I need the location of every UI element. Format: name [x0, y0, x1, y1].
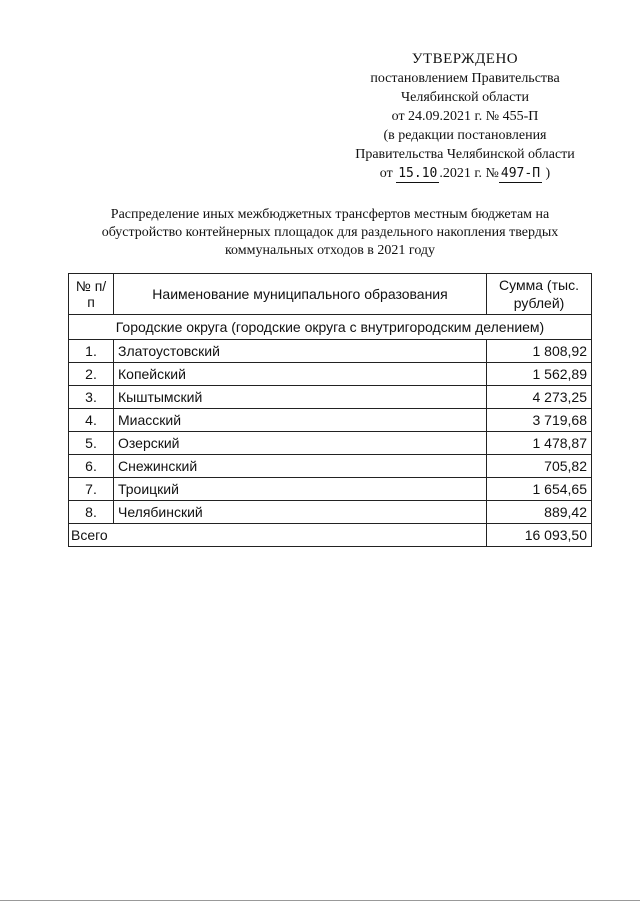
approval-line: постановлением Правительства — [370, 71, 560, 86]
table-row — [69, 455, 592, 478]
approval-line: (в редакции постановления — [383, 128, 547, 143]
row-sum: 1 562,89 — [487, 363, 592, 386]
row-sum: 1 654,65 — [487, 478, 592, 501]
row-num: 1. — [69, 340, 114, 363]
header-name: Наименование муниципального образования — [114, 274, 487, 315]
amendment-prefix: от — [379, 166, 393, 181]
row-name: Кыштымский — [114, 386, 487, 409]
row-name: Миасский — [114, 409, 487, 432]
row-name: Златоустовский — [114, 340, 487, 363]
approval-line: от 24.09.2021 г. № 455-П — [391, 109, 539, 124]
row-name: Копейский — [114, 363, 487, 386]
group-row — [69, 315, 592, 340]
amendment-close: ) — [545, 166, 551, 181]
amendment-line — [330, 164, 600, 183]
row-sum: 889,42 — [487, 501, 592, 524]
approval-block — [330, 50, 600, 183]
table-row — [69, 386, 592, 409]
total-row — [69, 524, 592, 547]
page-bottom-edge — [0, 900, 640, 901]
row-sum: 3 719,68 — [487, 409, 592, 432]
approval-heading: УТВЕРЖДЕНО — [411, 51, 519, 67]
amendment-year: .2021 г. № — [439, 166, 499, 181]
row-num: 5. — [69, 432, 114, 455]
amendment-number: 497-П — [500, 166, 541, 181]
row-name: Озерский — [114, 432, 487, 455]
row-num: 3. — [69, 386, 114, 409]
table-row — [69, 432, 592, 455]
header-sum: Сумма (тыс. рублей) — [487, 274, 592, 315]
row-num: 8. — [69, 501, 114, 524]
approval-line: Челябинской области — [401, 90, 529, 105]
table-header-row — [69, 274, 592, 315]
row-sum: 1 808,92 — [487, 340, 592, 363]
document-title: Распределение иных межбюджетных трансфертов местным бюджетам на обустройство контейнерных площадок для раздельного накопления твердых коммунальных отходов в 2021 году — [101, 207, 559, 258]
row-name: Снежинский — [114, 455, 487, 478]
row-num: 2. — [69, 363, 114, 386]
table-row — [69, 501, 592, 524]
row-sum: 1 478,87 — [487, 432, 592, 455]
approval-line: Правительства Челябинской области — [355, 147, 575, 162]
row-sum: 4 273,25 — [487, 386, 592, 409]
row-num: 4. — [69, 409, 114, 432]
row-sum: 705,82 — [487, 455, 592, 478]
table-row — [69, 478, 592, 501]
group-label: Городские округа (городские округа с внутригородским делением) — [69, 315, 592, 340]
amendment-date: 15.10 — [398, 166, 438, 181]
table-row — [69, 340, 592, 363]
header-num: № п/п — [69, 274, 114, 315]
row-name: Челябинский — [114, 501, 487, 524]
table-row — [69, 363, 592, 386]
table-row — [69, 409, 592, 432]
row-name: Троицкий — [114, 478, 487, 501]
total-label: Всего — [69, 524, 487, 547]
row-num: 6. — [69, 455, 114, 478]
distribution-table — [68, 273, 592, 547]
total-sum: 16 093,50 — [487, 524, 592, 547]
row-num: 7. — [69, 478, 114, 501]
